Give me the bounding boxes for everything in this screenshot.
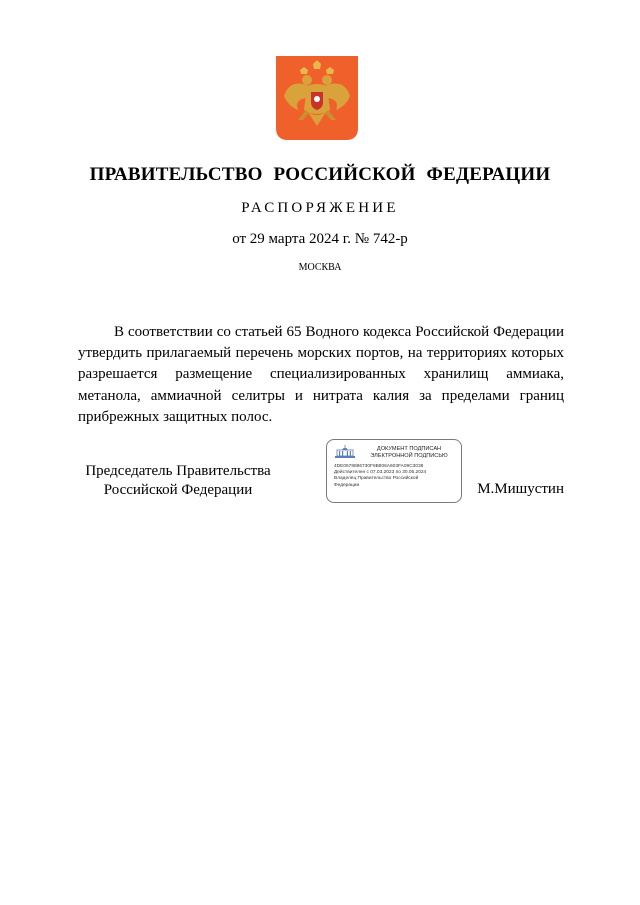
document-city: МОСКВА <box>298 262 342 273</box>
document-type: РАСПОРЯЖЕНИЕ <box>241 200 399 216</box>
document-date-number: от 29 марта 2024 г. № 742-р <box>232 231 408 247</box>
signer-position <box>78 462 278 500</box>
stamp-details <box>334 464 460 489</box>
stamp-heading <box>359 446 459 460</box>
coat-of-arms-icon <box>276 56 358 142</box>
stamp-owner-line-1: Владелец Правительство Российской <box>334 476 419 482</box>
stamp-heading-line-2: ЭЛЕКТРОННОЙ ПОДПИСЬЮ <box>370 453 448 459</box>
stamp-validity: Действителен с 07.03.2023 по 30.05.2024 <box>334 470 427 476</box>
stamp-certificate: 4DE0578886730F8B806A603FA09C3038 <box>334 464 424 469</box>
stamp-heading-line-1: ДОКУМЕНТ ПОДПИСАН <box>376 446 442 452</box>
signer-position-line-1: Председатель Правительства <box>85 463 271 479</box>
electronic-signature-stamp <box>326 439 462 503</box>
stamp-owner-line-2: Федерации <box>334 482 360 488</box>
government-building-icon <box>334 445 356 459</box>
government-title: ПРАВИТЕЛЬСТВО РОССИЙСКОЙ ФЕДЕРАЦИИ <box>89 164 551 185</box>
signer-position-line-2: Российской Федерации <box>103 482 253 498</box>
order-paragraph: В соответствии со статьей 65 Водного кодекса Российской Федерации утвердить прилагаемый перечень морских портов, на территориях которых разрешается размещение специализированных хранилищ аммиака, метанола, аммиачной селитры и нитрата калия за пределами границ прибрежных защитных полос. <box>78 324 564 425</box>
signer-name: М.Мишустин <box>477 481 564 497</box>
